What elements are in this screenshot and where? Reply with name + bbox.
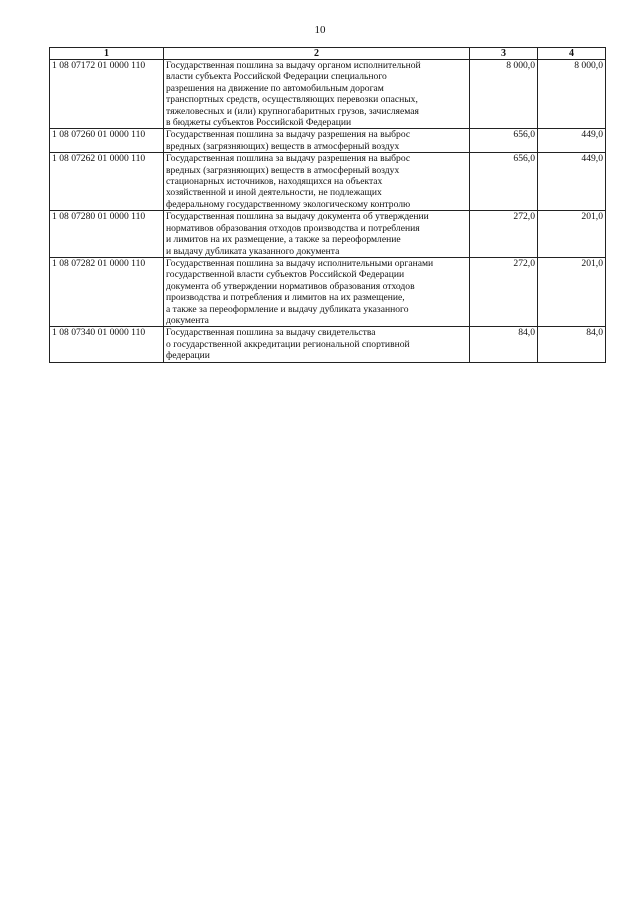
revenue-code-cell: 1 08 07172 01 0000 110 <box>50 60 164 129</box>
header-row <box>50 48 606 60</box>
revenue-name-cell: Государственная пошлина за выдачу свидетельства о государственной аккредитации региональной спортивной федерации <box>164 327 470 362</box>
value-4-cell: 201,0 <box>538 211 606 258</box>
revenue-name-cell: Государственная пошлина за выдачу органом исполнительной власти субъекта Российской Федерации специального разрешения на движение по автомобильным дорогам транспортных средств, осуществляющих перевозки опасных, тяжеловесных и (или) крупногабаритных грузов, зачисляемая в бюджеты субъектов Российской Федерации <box>164 60 470 129</box>
revenue-name-cell: Государственная пошлина за выдачу разрешения на выброс вредных (загрязняющих) веществ в атмосферный воздух стационарных источников, находящихся на объектах хозяйственной и иной деятельности, не подлежащих федеральному государственному экологическому контролю <box>164 153 470 211</box>
value-3-cell: 84,0 <box>470 327 538 362</box>
table-row <box>50 60 606 129</box>
value-3-cell: 8 000,0 <box>470 60 538 129</box>
table-row <box>50 211 606 258</box>
budget-revenue-table <box>49 47 606 363</box>
page-number: 10 <box>314 24 326 36</box>
table-row <box>50 257 606 326</box>
table-header <box>50 48 606 60</box>
value-3-cell: 272,0 <box>470 257 538 326</box>
table-row <box>50 153 606 211</box>
value-3-cell: 656,0 <box>470 153 538 211</box>
column-header-value-3: 3 <box>470 48 538 60</box>
revenue-code-cell: 1 08 07262 01 0000 110 <box>50 153 164 211</box>
revenue-code-cell: 1 08 07280 01 0000 110 <box>50 211 164 258</box>
value-3-cell: 272,0 <box>470 211 538 258</box>
revenue-code-cell: 1 08 07282 01 0000 110 <box>50 257 164 326</box>
column-header-code: 1 <box>50 48 164 60</box>
value-4-cell: 8 000,0 <box>538 60 606 129</box>
value-4-cell: 201,0 <box>538 257 606 326</box>
revenue-name-cell: Государственная пошлина за выдачу разрешения на выброс вредных (загрязняющих) веществ в атмосферный воздух <box>164 129 470 153</box>
revenue-code-cell: 1 08 07340 01 0000 110 <box>50 327 164 362</box>
column-header-name: 2 <box>164 48 470 60</box>
table-row <box>50 327 606 362</box>
value-3-cell: 656,0 <box>470 129 538 153</box>
revenue-name-cell: Государственная пошлина за выдачу документа об утверждении нормативов образования отходов производства и потребления и лимитов на их размещение, а также за переоформление и выдачу дубликата указанного документа <box>164 211 470 258</box>
value-4-cell: 449,0 <box>538 153 606 211</box>
table-row <box>50 129 606 153</box>
value-4-cell: 449,0 <box>538 129 606 153</box>
column-header-value-4: 4 <box>538 48 606 60</box>
revenue-name-cell: Государственная пошлина за выдачу исполнительными органами государственной власти субъектов Российской Федерации документа об утверждении нормативов образования отходов производства и потребления и лимитов на их размещение, а также за переоформление и выдачу дубликата указанного документа <box>164 257 470 326</box>
revenue-code-cell: 1 08 07260 01 0000 110 <box>50 129 164 153</box>
value-4-cell: 84,0 <box>538 327 606 362</box>
table-body <box>50 60 606 363</box>
